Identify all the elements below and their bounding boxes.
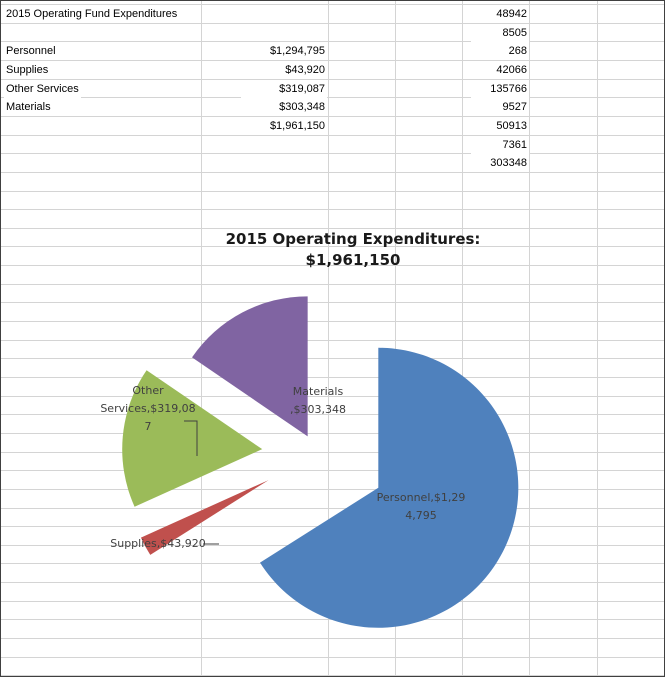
category-label-other-services[interactable]: Other Services bbox=[4, 80, 81, 98]
data-label-other-services: Other Services,$319,08 7 bbox=[100, 384, 196, 433]
amount-personnel[interactable]: $1,294,795 bbox=[241, 42, 327, 60]
side-value[interactable]: 9527 bbox=[471, 98, 529, 116]
side-value[interactable]: 268 bbox=[471, 42, 529, 60]
side-value[interactable]: 48942 bbox=[471, 5, 529, 23]
sheet-title-cell[interactable]: 2015 Operating Fund Expenditures bbox=[4, 5, 179, 23]
data-label-supplies: Supplies,$43,920 bbox=[110, 537, 206, 550]
side-value[interactable]: 50913 bbox=[471, 117, 529, 135]
amount-supplies[interactable]: $43,920 bbox=[241, 61, 327, 79]
category-label-materials[interactable]: Materials bbox=[4, 98, 53, 116]
side-value[interactable]: 303348 bbox=[471, 154, 529, 172]
side-value[interactable]: 135766 bbox=[471, 80, 529, 98]
pie-slices bbox=[122, 296, 518, 627]
category-label-supplies[interactable]: Supplies bbox=[4, 61, 50, 79]
data-label-materials: Materials ,$303,348 bbox=[290, 385, 346, 416]
data-label-personnel: Personnel,$1,29 4,795 bbox=[376, 491, 466, 522]
category-label-personnel[interactable]: Personnel bbox=[4, 42, 58, 60]
amount-other-services[interactable]: $319,087 bbox=[241, 80, 327, 98]
amount-total[interactable]: $1,961,150 bbox=[241, 117, 327, 135]
chart-title-line2: $1,961,150 bbox=[305, 251, 401, 269]
side-value[interactable]: 42066 bbox=[471, 61, 529, 79]
chart-title-line1: 2015 Operating Expenditures: bbox=[225, 230, 481, 248]
side-value[interactable]: 8505 bbox=[471, 24, 529, 42]
pie-chart[interactable] bbox=[1, 1, 664, 676]
side-value[interactable]: 7361 bbox=[471, 136, 529, 154]
amount-materials[interactable]: $303,348 bbox=[241, 98, 327, 116]
